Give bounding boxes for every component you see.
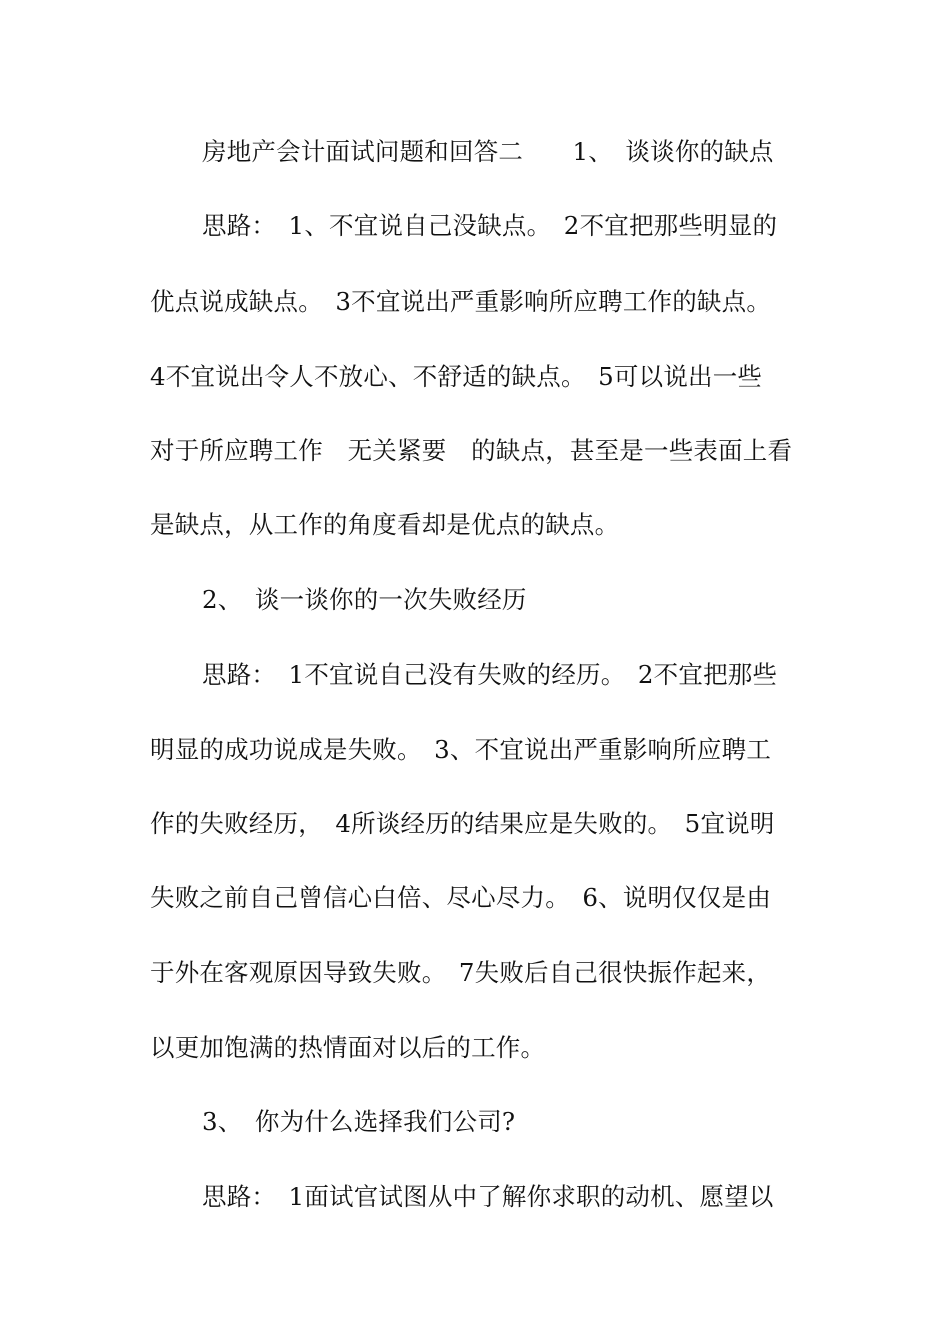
text-line: 是缺点，从工作的角度看却是优点的缺点。 bbox=[150, 510, 620, 539]
text-line: 思路： 1不宜说自己没有失败的经历。 2不宜把那些 bbox=[202, 660, 778, 689]
text-line: 思路： 1、不宜说自己没缺点。 2不宜把那些明显的 bbox=[202, 211, 778, 240]
text-line: 作的失败经历， 4所谈经历的结果应是失败的。 5宜说明 bbox=[150, 809, 775, 838]
text-line: 优点说成缺点。 3不宜说出严重影响所应聘工作的缺点。 bbox=[150, 287, 772, 316]
text-line: 思路： 1面试官试图从中了解你求职的动机、愿望以 bbox=[202, 1182, 774, 1211]
text-line: 4不宜说出令人不放心、不舒适的缺点。 5可以说出一些 bbox=[150, 362, 763, 391]
text-line: 失败之前自己曾信心白倍、尽心尽力。 6、说明仅仅是由 bbox=[150, 883, 772, 912]
text-line: 房地产会计面试问题和回答二 1、 谈谈你的缺点 bbox=[202, 137, 774, 166]
text-line: 以更加饱满的热情面对以后的工作。 bbox=[150, 1033, 546, 1062]
question-heading: 2、 谈一谈你的一次失败经历 bbox=[202, 585, 527, 614]
text-line: 明显的成功说成是失败。 3、不宜说出严重影响所应聘工 bbox=[150, 735, 772, 764]
text-line: 于外在客观原因导致失败。 7失败后自己很快振作起来， bbox=[150, 958, 772, 987]
question-heading: 3、 你为什么选择我们公司? bbox=[202, 1107, 516, 1136]
text-line: 对于所应聘工作 无关紧要 的缺点，甚至是一些表面上看 bbox=[150, 436, 793, 465]
